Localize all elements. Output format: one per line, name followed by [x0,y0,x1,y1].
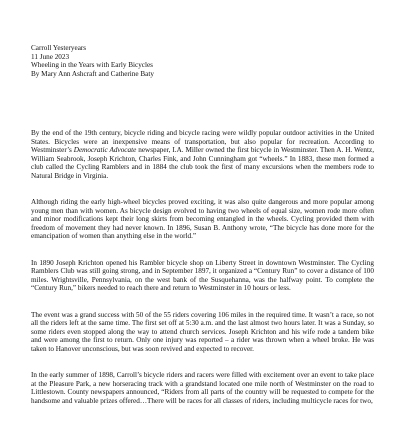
paragraph-2: Although riding the early high-wheel bicycles proved exciting, it was also quite dangerous and more popular among young men than with women. As bicycle design evolved to having two wheels of equal size, women rode more often and minor modifications kept their long skirts from becoming entangled in the wheels. Cycling provided them with freedom of movement they had never known. In 1896, Susan B. Anthony wrote, “The bicycle has done more for the emancipation of women than anything else in the world.” [31,198,374,240]
article-byline: By Mary Ann Ashcraft and Catherine Baty [31,69,154,78]
paragraph-3: In 1890 Joseph Krichton opened his Rambler bicycle shop on Liberty Street in downtown Westminster. The Cycling Ramblers Club was still going strong, and in September 1897, it organized a “Century Run” to cover a distance of 100 miles. Wrightsville, Pennsylvania, on the west bank of the Susquehanna, was the halfway point. To complete the “Century Run,” bikers needed to reach there and return to Westminster in 10 hours or less. [31,258,374,292]
article-title: Wheeling in the Years with Early Bicycles [31,61,153,69]
article-body [31,129,374,422]
paragraph-1 [31,129,374,180]
paragraph-4: The event was a grand success with 50 of the 55 riders covering 106 miles in the required time. It wasn’t a race, so not all the riders left at the same time. The first set off at 5:30 a.m. and the last almost two hours later. It was a Sunday, so some riders even stopped along the way to attend church services. Joseph Krichton and his wife rode a tandem bike and were among the first to return. Only one injury was reported – a rider was thrown when a wheel broke. He was taken to Hanover unconscious, but was soon revived and expected to recover. [31,310,374,353]
paragraph-5: In the early summer of 1898, Carroll’s bicycle riders and racers were filled with excitement over an event to take place at the Pleasure Park, a new horseracing track with a grandstand located one mile north of Westminster on the road to Littlestown. County newspapers announced, “Riders from all parts of the country will be requested to compete for the handsome and valuable prizes offered…There will be races for all classes of riders, including multicycle races for two, [31,371,374,405]
column-name: Carroll Yesteryears [31,44,87,52]
paragraph-1-text: By the end of the 19th century, bicycle riding and bicycle racing were wildly popular outdoor activities in the United States. Bicycles were an inexpensive means of transportation, but also popular for recreation. According to Westminster’s [31,129,374,154]
article-date: 11 June 2023 [31,52,70,61]
newspaper-name: Democratic Advocate [73,146,137,154]
paragraph-1-text-cont: newspaper, I.A. Miller owned the first bicycle in Westminster. Then A. H. Wentz, William Seabrook, Joseph Krichton, Charles Fink, and John Cunningham got “wheels.” In 1883, these men formed a club called the Cycling Ramblers and in 1884 the club took the first of many excursions when the members rode to Natural Bridge in Virginia. [31,146,374,180]
article-header [31,44,154,78]
